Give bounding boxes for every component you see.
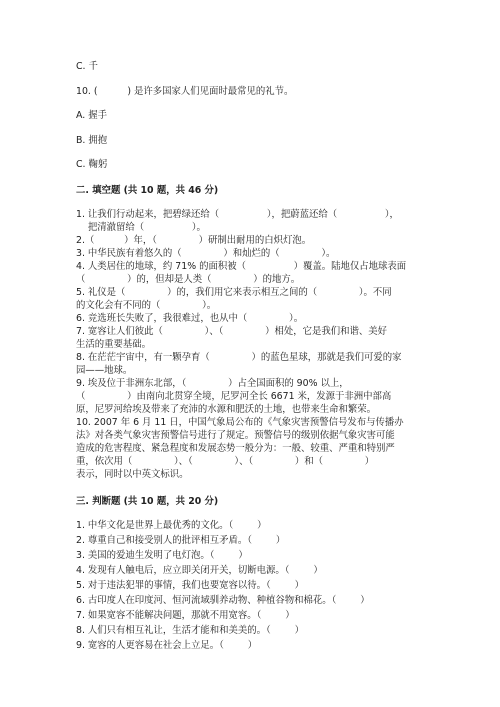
fill-line: 4. 人类居住的地球，约 71% 的面积被（ ）覆盖。陆地仅占地球表面 <box>76 261 407 272</box>
fill-line: 2.（ ）年，（ ）研制出耐用的白炽灯泡。 <box>76 235 312 246</box>
section-heading: 三. 判断题 (共 10 题，共 20 分) <box>76 496 219 507</box>
judge-line: 3. 美国的爱迪生发明了电灯泡。（ ） <box>76 550 248 561</box>
judge-line: 9. 宽容的人更容易在社会上立足。（ ） <box>76 640 258 651</box>
choice-option-c: C. 鞠躬 <box>76 159 108 170</box>
judge-line: 7. 如果宽容不能解决问题，那就不用宽容。（ ） <box>76 610 295 621</box>
fill-line: 3. 中华民族有着悠久的（ ）和灿烂的（ ）。 <box>76 248 336 259</box>
section-heading: 二. 填空题 (共 10 题，共 46 分) <box>76 185 219 196</box>
fill-line: 原，尼罗河给埃及带来了充沛的水源和肥沃的土地，也带来生命和繁荣。 <box>76 404 377 415</box>
fill-line: （ ）的，但却是人类（ ）的地方。 <box>76 274 301 285</box>
fill-line: （ ）由南向北贯穿全境，尼罗河全长 6671 米，发源于非洲中部高 <box>76 391 392 402</box>
fill-line: 造成的危害程度、紧急程度和发展态势一般分为：一般、较重、严重和特别严 <box>76 443 395 454</box>
choice-option-b: B. 拥抱 <box>76 135 108 146</box>
judge-line: 5. 对于违法犯罪的事情，我们也要宽容以待。（ ） <box>76 580 304 591</box>
fill-line: 6. 竞选班长失败了，我很难过，也从中（ ）。 <box>76 313 304 324</box>
fill-line: 园——地球。 <box>76 365 133 376</box>
choice-option-a: A. 握手 <box>76 110 107 121</box>
fill-line: 的文化会有不同的（ ）。 <box>76 300 217 311</box>
fill-line: 表示，同时以中英文标识。 <box>76 469 189 480</box>
fill-line: 10. 2007 年 6 月 11 日，中国气象局公布的《气象灾害预警信号发布与传播办 <box>76 417 404 428</box>
fill-line: 法》对各类气象灾害预警信号进行了规定。预警信号的级别依据气象灾害可能 <box>76 430 395 441</box>
fill-line: 生活的重要基础。 <box>76 339 152 350</box>
fill-line: 把清澈留给（ ）。 <box>76 222 206 233</box>
fill-line: 9. 埃及位于非洲东北部，（ ）占全国面积的 90% 以上， <box>76 378 349 389</box>
judge-line: 8. 人们只有相互礼让，生活才能和和美美的。（ ） <box>76 625 304 636</box>
judge-line: 6. 古印度人在印度河、恒河流域驯养动物、种植谷物和棉花。（ ） <box>76 595 370 606</box>
judge-line: 2. 尊重自己和接受别人的批评相互矛盾。（ ） <box>76 535 286 546</box>
fill-line: 8. 在茫茫宇宙中，有一颗孕育（ ）的蓝色星球，那就是我们可爱的家 <box>76 352 402 363</box>
choice-option-c: C. 千 <box>76 61 98 72</box>
fill-line: 7. 宽容让人们彼此（ ）、（ ）相处，它是我们和谐、美好 <box>76 326 387 337</box>
judge-line: 4. 发现有人触电后，应立即关闭开关，切断电源。（ ） <box>76 565 323 576</box>
question-stem: 10. ( ) 是许多国家人们见面时最常见的礼节。 <box>76 86 294 97</box>
fill-line: 重，依次用（ ）、（ ）、（ ）和（ ） <box>76 456 375 467</box>
fill-line: 5. 礼仪是（ ）的，我们用它来表示相互之间的（ ）。不同 <box>76 287 392 298</box>
fill-line: 1. 让我们行动起来，把碧绿还给（ ），把蔚蓝还给（ ）， <box>76 209 399 220</box>
judge-line: 1. 中华文化是世界上最优秀的文化。（ ） <box>76 520 267 531</box>
